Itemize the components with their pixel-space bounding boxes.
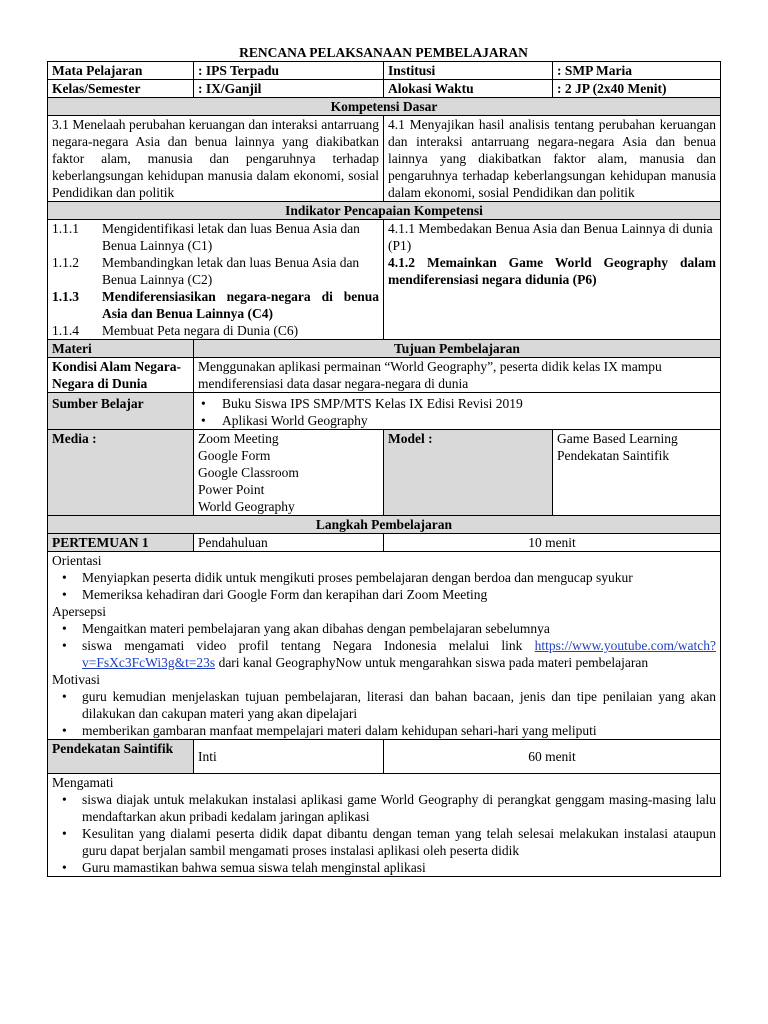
indikator-text: Membandingkan letak dan luas Benua Asia dan Benua Lainnya (C2) bbox=[102, 255, 360, 287]
rpp-document bbox=[47, 44, 720, 877]
apersepsi-video-text: siswa mengamati video profil tentang Negara Indonesia melalui link bbox=[82, 638, 523, 653]
inti-waktu: 60 menit bbox=[384, 740, 721, 774]
indikator-item bbox=[52, 220, 379, 254]
pertemuan-label: PERTEMUAN 1 bbox=[48, 534, 194, 552]
langkah-heading: Langkah Pembelajaran bbox=[48, 516, 721, 534]
indikator-number: 1.1.3 bbox=[52, 289, 79, 304]
sumber-label: Sumber Belajar bbox=[48, 393, 194, 430]
indikator-4-1-2: 4.1.2 Memainkan Game World Geography dalam mendiferensiasi negara didunia (P6) bbox=[388, 255, 716, 287]
institusi-label: Institusi bbox=[384, 62, 553, 80]
alokasi-label: Alokasi Waktu bbox=[384, 80, 553, 98]
materi-topik: Kondisi Alam Negara-Negara di Dunia bbox=[48, 358, 194, 393]
model-label: Model : bbox=[384, 430, 553, 516]
alokasi-value: : 2 JP (2x40 Menit) bbox=[553, 80, 721, 98]
apersepsi-heading: Apersepsi bbox=[52, 604, 106, 619]
motivasi-item: • memberikan gambaran manfaat mempelajari materi dalam kehidupan sehari-hari yang meliputi bbox=[52, 722, 716, 739]
indikator-text: Mengidentifikasi letak dan luas Benua Asia dan Benua Lainnya (C1) bbox=[102, 221, 360, 253]
pendahuluan-label: Pendahuluan bbox=[194, 534, 384, 552]
mengamati-item: • Kesulitan yang dialami peserta didik dapat dibantu dengan teman yang telah selesai melakukan instalasi ataupun guru dapat berjalan sambil mengamati proses instalasi aplikasi oleh peserta didik bbox=[52, 825, 716, 859]
apersepsi-video-channel: dari kanal GeographyNow untuk mengarahkan siswa pada materi pembelajaran bbox=[218, 655, 649, 670]
orientasi-item: • Menyiapkan peserta didik untuk mengikuti proses pembelajaran dengan berdoa dan mengucap syukur bbox=[52, 569, 716, 586]
kd-3-1: 3.1 Menelaah perubahan keruangan dan interaksi antarruang negara-negara Asia dan benua lainnya yang diakibatkan faktor alam, manusia dan pengaruhnya terhadap keberlangsungan kehidupan manusia dalam ekonomi, sosial Pendidikan dan politik bbox=[48, 116, 384, 202]
kd-4-1: 4.1 Menyajikan hasil analisis tentang perubahan keruangan dan interaksi antarruang negara-negara Asia dan benua lainnya yang diakibatkan faktor alam, manusia dan pengaruhnya terhadap keberlangsungan kehidupan manusia dalam ekonomi, sosial Pendidikan dan politik bbox=[384, 116, 721, 202]
indikator-item bbox=[52, 288, 379, 322]
indikator-4-1-1: 4.1.1 Membedakan Benua Asia dan Benua Lainnya di dunia (P1) bbox=[388, 221, 713, 253]
orientasi-heading: Orientasi bbox=[52, 553, 102, 568]
mengamati-heading: Mengamati bbox=[52, 775, 114, 790]
media-item: Zoom Meeting bbox=[198, 431, 279, 446]
media-item: Google Classroom bbox=[198, 465, 299, 480]
apersepsi-item-video bbox=[52, 637, 716, 671]
kelas-value: : IX/Ganjil bbox=[194, 80, 384, 98]
orientasi-item: • Memeriksa kehadiran dari Google Form dan kerapihan dari Zoom Meeting bbox=[52, 586, 716, 603]
indikator-item bbox=[52, 254, 379, 288]
inti-content bbox=[48, 774, 721, 877]
mengamati-item: • siswa diajak untuk melakukan instalasi aplikasi game World Geography di perangkat genggam masing-masing lalu mendaftarkan akun pribadi kedalam jaringan aplikasi bbox=[52, 791, 716, 825]
indikator-left bbox=[48, 220, 384, 340]
indikator-heading: Indikator Pencapaian Kompetensi bbox=[48, 202, 721, 220]
pendahuluan-content bbox=[48, 552, 721, 740]
media-list bbox=[194, 430, 384, 516]
pendekatan-label: Pendekatan Saintifik bbox=[48, 740, 194, 774]
motivasi-heading: Motivasi bbox=[52, 672, 101, 687]
indikator-item bbox=[52, 322, 379, 339]
rpp-table bbox=[47, 61, 721, 877]
document-title: RENCANA PELAKSANAAN PEMBELAJARAN bbox=[239, 45, 528, 60]
indikator-number: 1.1.2 bbox=[52, 255, 79, 270]
kompetensi-dasar-heading: Kompetensi Dasar bbox=[48, 98, 721, 116]
model-item: Pendekatan Saintifik bbox=[557, 448, 670, 463]
apersepsi-item: • Mengaitkan materi pembelajaran yang akan dibahas dengan pembelajaran sebelumnya bbox=[52, 620, 716, 637]
pendahuluan-waktu: 10 menit bbox=[384, 534, 721, 552]
materi-heading: Materi bbox=[48, 340, 194, 358]
tujuan-text: Menggunakan aplikasi permainan “World Geography”, peserta didik kelas IX mampu mendiferensiasi data dasar negara-negara di dunia bbox=[194, 358, 721, 393]
kelas-label: Kelas/Semester bbox=[48, 80, 194, 98]
indikator-number: 1.1.1 bbox=[52, 221, 79, 236]
model-list bbox=[553, 430, 721, 516]
institusi-value: : SMP Maria bbox=[553, 62, 721, 80]
media-item: Power Point bbox=[198, 482, 265, 497]
sumber-item: • Aplikasi World Geography bbox=[198, 412, 716, 429]
sumber-item: • Buku Siswa IPS SMP/MTS Kelas IX Edisi Revisi 2019 bbox=[198, 395, 716, 412]
mapel-value: : IPS Terpadu bbox=[194, 62, 384, 80]
inti-label: Inti bbox=[194, 740, 384, 774]
tujuan-heading: Tujuan Pembelajaran bbox=[194, 340, 721, 358]
indikator-text: Membuat Peta negara di Dunia (C6) bbox=[102, 323, 299, 338]
youtube-link[interactable]: https://www.youtube.com/watch?v=FsXc3FcWi3g&t=23s bbox=[82, 638, 716, 670]
media-label: Media : bbox=[48, 430, 194, 516]
sumber-list bbox=[194, 393, 721, 430]
media-item: Google Form bbox=[198, 448, 271, 463]
motivasi-item: • guru kemudian menjelaskan tujuan pembelajaran, literasi dan bahan bacaan, jenis dan tipe penilaian yang akan dilakukan dan cakupan materi yang akan dipelajari bbox=[52, 688, 716, 722]
indikator-text: Mendiferensiasikan negara-negara di benua Asia dan Benua Lainnya (C4) bbox=[102, 289, 379, 321]
media-item: World Geography bbox=[198, 499, 295, 514]
model-item: Game Based Learning bbox=[557, 431, 678, 446]
indikator-right bbox=[384, 220, 721, 340]
mapel-label: Mata Pelajaran bbox=[48, 62, 194, 80]
mengamati-item: • Guru mamastikan bahwa semua siswa telah menginstal aplikasi bbox=[52, 859, 716, 876]
indikator-number: 1.1.4 bbox=[52, 323, 79, 338]
